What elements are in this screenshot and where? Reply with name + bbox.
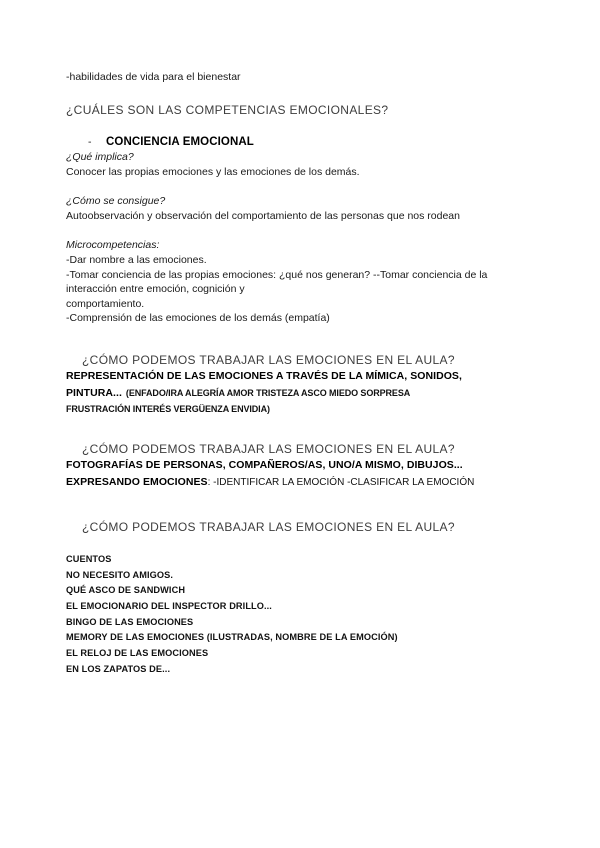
micro-line: comportamiento. <box>66 297 145 310</box>
list-item: BINGO DE LAS EMOCIONES <box>66 616 194 627</box>
micro-line: interacción entre emoción, cognición y <box>66 283 245 296</box>
list-item: EN LOS ZAPATOS DE... <box>66 663 171 674</box>
bullet-item-conciencia <box>66 133 548 150</box>
aula-heading-3: ¿CÓMO PODEMOS TRABAJAR LAS EMOCIONES EN EL AULA? <box>82 519 455 534</box>
micro-line: -Tomar conciencia de las propias emociones: ¿qué nos generan? --Tomar conciencia de la <box>66 268 488 281</box>
main-question-title: ¿CUÁLES SON LAS COMPETENCIAS EMOCIONALES? <box>66 103 389 117</box>
expresando-rest: : -IDENTIFICAR LA EMOCIÓN -CLASIFICAR LA EMOCIÓN <box>207 476 475 488</box>
conciencia-emocional-title: CONCIENCIA EMOCIONAL <box>106 136 254 148</box>
bullet-dash: - <box>88 136 92 148</box>
micro-line: -Dar nombre a las emociones. <box>66 254 207 266</box>
list-item: MEMORY DE LAS EMOCIONES (ILUSTRADAS, NOMBRE DE LA EMOCIÓN) <box>66 632 398 643</box>
list-item: CUENTOS <box>66 553 112 564</box>
question-como-se-consigue: ¿Cómo se consigue? <box>66 195 166 207</box>
question-que-implica: ¿Qué implica? <box>66 151 134 163</box>
list-item: QUÉ ASCO DE SANDWICH <box>66 585 186 596</box>
activities-list <box>66 552 548 678</box>
answer-que-implica: Conocer las propias emociones y las emociones de los demás. <box>66 166 360 178</box>
expresando-line <box>66 473 548 491</box>
aula-heading-1: ¿CÓMO PODEMOS TRABAJAR LAS EMOCIONES EN EL AULA? <box>82 352 455 367</box>
pintura-bold: PINTURA... <box>66 386 122 399</box>
aula-heading-2: ¿CÓMO PODEMOS TRABAJAR LAS EMOCIONES EN EL AULA? <box>82 441 455 456</box>
intro-line: -habilidades de vida para el bienestar <box>66 71 241 83</box>
expresando-bold: EXPRESANDO EMOCIONES <box>66 475 208 488</box>
emociones-list-small-cont: FRUSTRACIÓN INTERÉS VERGÜENZA ENVIDIA) <box>66 403 270 414</box>
micro-line: -Comprensión de las emociones de los demás (empatía) <box>66 312 330 325</box>
representacion-line-2 <box>66 384 548 401</box>
emociones-list-small: (ENFADO/IRA ALEGRÍA AMOR TRISTEZA ASCO MIEDO SORPRESA <box>125 387 411 398</box>
list-item: EL RELOJ DE LAS EMOCIONES <box>66 648 209 659</box>
list-item: NO NECESITO AMIGOS. <box>66 569 174 580</box>
answer-como-se-consigue: Autoobservación y observación del comportamiento de las personas que nos rodean <box>66 210 460 222</box>
microcompetencias-title: Microcompetencias: <box>66 239 160 251</box>
fotografias-line: FOTOGRAFÍAS DE PERSONAS, COMPAÑEROS/AS, UNO/A MISMO, DIBUJOS... <box>66 458 463 471</box>
representacion-line-1: REPRESENTACIÓN DE LAS EMOCIONES A TRAVÉS DE LA MÍMICA, SONIDOS, <box>66 369 462 382</box>
list-item: EL EMOCIONARIO DEL INSPECTOR DRILLO... <box>66 601 272 612</box>
